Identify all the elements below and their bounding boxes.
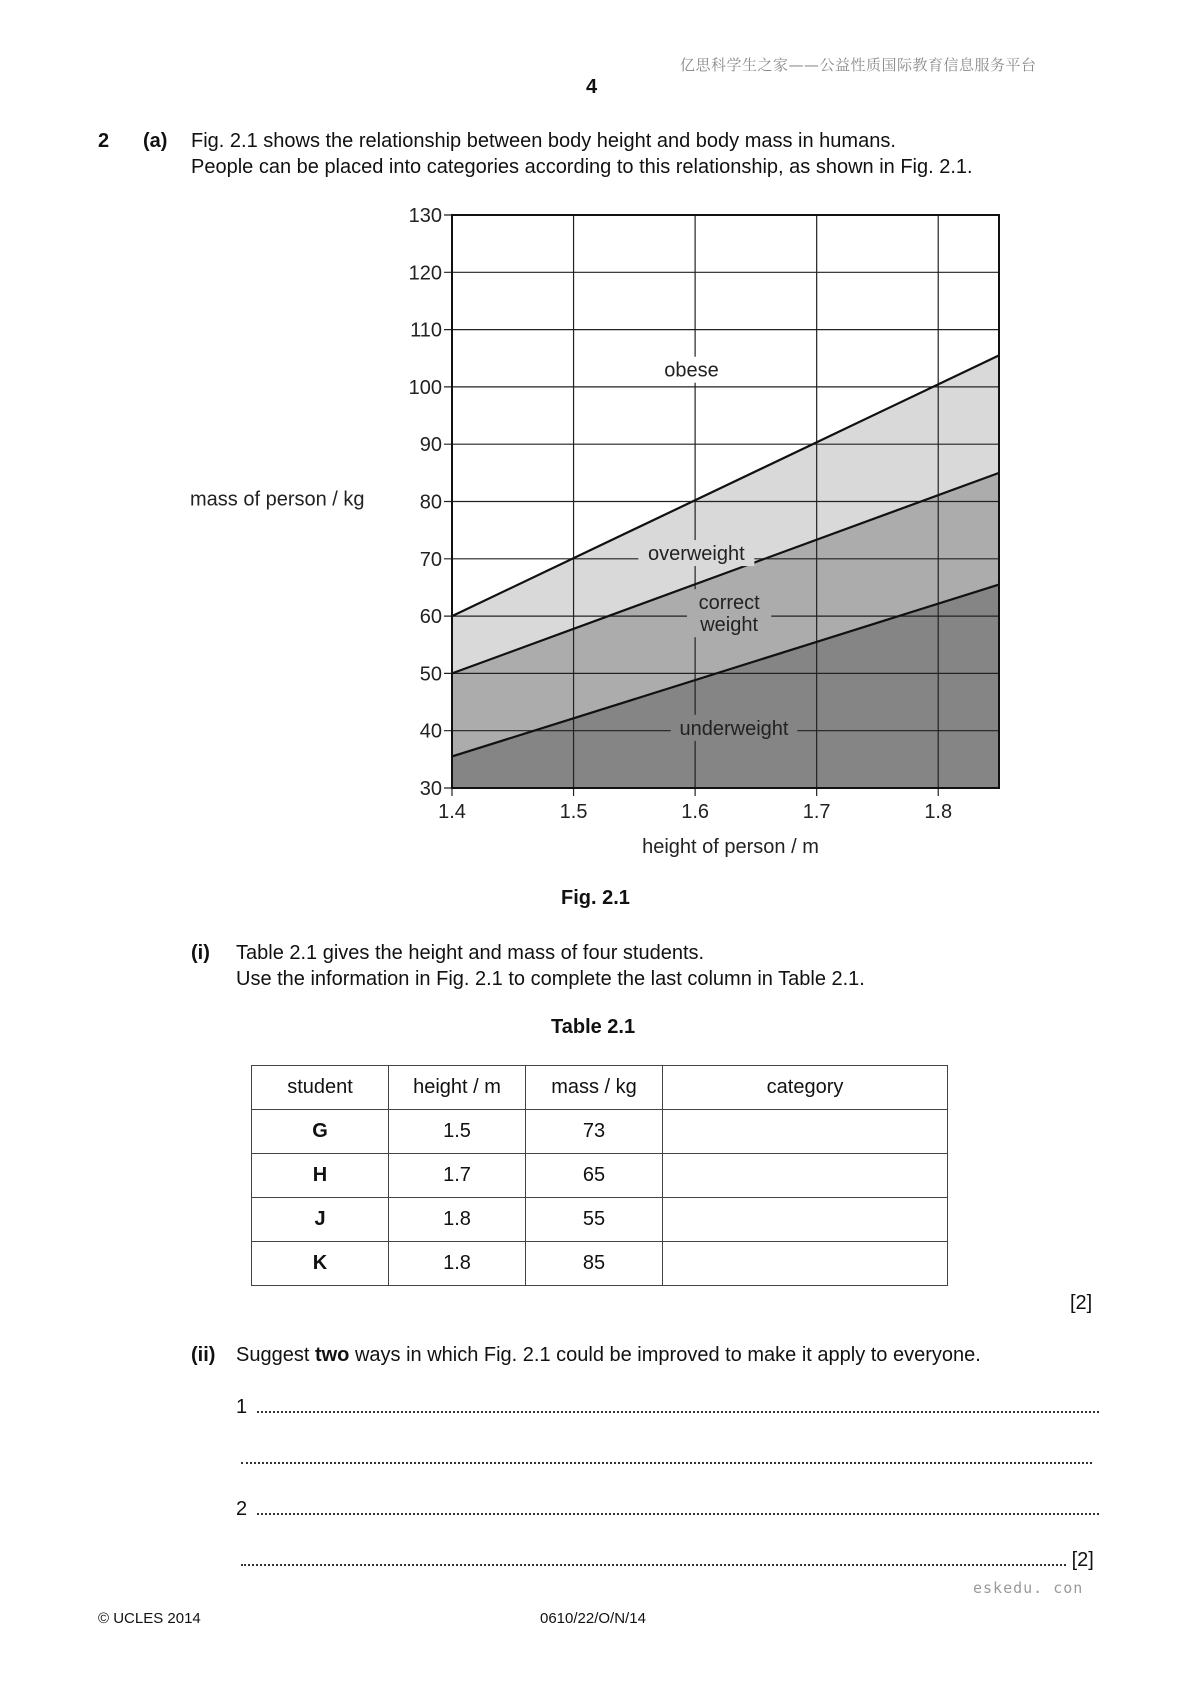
answer-line-number: 2 (236, 1498, 248, 1520)
x-axis-label: height of person / m (642, 836, 819, 858)
cell-student: K (252, 1242, 389, 1286)
question-intro-line-2: People can be placed into categories according to this relationship, as shown in Fig. 2.1. (191, 156, 973, 178)
figure-2-1 (190, 195, 1040, 865)
cell-height: 1.5 (389, 1110, 526, 1154)
x-tick-label: 1.4 (438, 801, 466, 823)
cell-category-answer[interactable] (663, 1110, 948, 1154)
x-tick-label: 1.8 (924, 801, 953, 823)
x-tick-label: 1.7 (802, 801, 831, 823)
y-tick-label: 110 (410, 319, 442, 342)
y-axis-label: mass of person / kg (190, 488, 365, 511)
table-header-row (252, 1066, 948, 1110)
y-tick-label: 100 (408, 376, 442, 399)
cell-height: 1.7 (389, 1154, 526, 1198)
y-tick-label: 50 (419, 663, 442, 686)
cell-height: 1.8 (389, 1198, 526, 1242)
cell-height: 1.8 (389, 1242, 526, 1286)
region-label-overweight: overweight (647, 543, 745, 566)
cell-mass: 65 (526, 1154, 663, 1198)
y-tick-label: 70 (419, 548, 442, 571)
answer-line-1-continued[interactable] (241, 1445, 1092, 1471)
column-header-category: category (663, 1066, 948, 1110)
cell-category-answer[interactable] (663, 1198, 948, 1242)
marks-allocation-i: [2] (1070, 1292, 1093, 1314)
subquestion-i-line-2: Use the information in Fig. 2.1 to complete the last column in Table 2.1. (236, 968, 865, 990)
region-label-underweight: underweight (679, 717, 789, 740)
students-table (251, 1065, 948, 1286)
region-label-obese: obese (664, 359, 719, 382)
answer-dotted-line (257, 1513, 1099, 1515)
subquestion-ii-emphasis: two (314, 1344, 350, 1366)
subquestion-i-number: (i) (191, 942, 210, 964)
watermark-footer: eskedu. con (973, 1579, 1084, 1597)
y-tick-label: 30 (419, 778, 442, 800)
page-number: 4 (586, 76, 598, 98)
question-number: 2 (98, 130, 110, 152)
subquestion-ii-text (236, 1342, 981, 1368)
copyright-notice: © UCLES 2014 (98, 1610, 201, 1627)
y-tick-label: 130 (408, 205, 442, 227)
cell-mass: 85 (526, 1242, 663, 1286)
subquestion-i-line-1: Table 2.1 gives the height and mass of four students. (236, 942, 705, 964)
table-row (252, 1198, 948, 1242)
body-mass-chart (190, 195, 1040, 865)
answer-dotted-line (241, 1462, 1092, 1464)
x-tick-label: 1.6 (681, 801, 710, 823)
answer-line-1[interactable] (236, 1394, 1099, 1420)
region-label-correct-weight: correct (698, 592, 760, 615)
figure-caption: Fig. 2.1 (561, 887, 630, 909)
marks-allocation-ii: [2] (1071, 1549, 1094, 1571)
answer-dotted-line (257, 1411, 1099, 1413)
paper-code: 0610/22/O/N/14 (540, 1610, 646, 1627)
watermark-header: 亿思科学生之家——公益性质国际教育信息服务平台 (680, 56, 1037, 74)
cell-student: J (252, 1198, 389, 1242)
y-tick-label: 120 (408, 262, 442, 285)
y-tick-label: 60 (419, 606, 442, 629)
answer-line-2[interactable] (236, 1496, 1099, 1522)
answer-dotted-line (241, 1564, 1066, 1566)
question-part-label: (a) (143, 130, 168, 152)
question-intro-line-1: Fig. 2.1 shows the relationship between body height and body mass in humans. (191, 130, 896, 152)
region-label-correct-weight: weight (700, 614, 759, 637)
cell-category-answer[interactable] (663, 1154, 948, 1198)
answer-line-number: 1 (236, 1396, 248, 1418)
cell-student: G (252, 1110, 389, 1154)
table-row (252, 1154, 948, 1198)
y-tick-label: 80 (419, 491, 442, 514)
cell-category-answer[interactable] (663, 1242, 948, 1286)
answer-line-2-continued[interactable] (241, 1547, 1094, 1573)
x-tick-label: 1.5 (559, 801, 588, 823)
cell-student: H (252, 1154, 389, 1198)
subquestion-ii-text-end: ways in which Fig. 2.1 could be improved to make it apply to everyone. (349, 1344, 981, 1366)
y-tick-label: 90 (419, 434, 442, 457)
cell-mass: 55 (526, 1198, 663, 1242)
subquestion-ii-number: (ii) (191, 1344, 216, 1366)
column-header-mass: mass / kg (526, 1066, 663, 1110)
column-header-height: height / m (389, 1066, 526, 1110)
table-row (252, 1242, 948, 1286)
table-row (252, 1110, 948, 1154)
subquestion-ii-text-start: Suggest (236, 1344, 315, 1366)
table-caption: Table 2.1 (551, 1016, 636, 1038)
column-header-student: student (252, 1066, 389, 1110)
y-tick-label: 40 (419, 720, 442, 743)
cell-mass: 73 (526, 1110, 663, 1154)
